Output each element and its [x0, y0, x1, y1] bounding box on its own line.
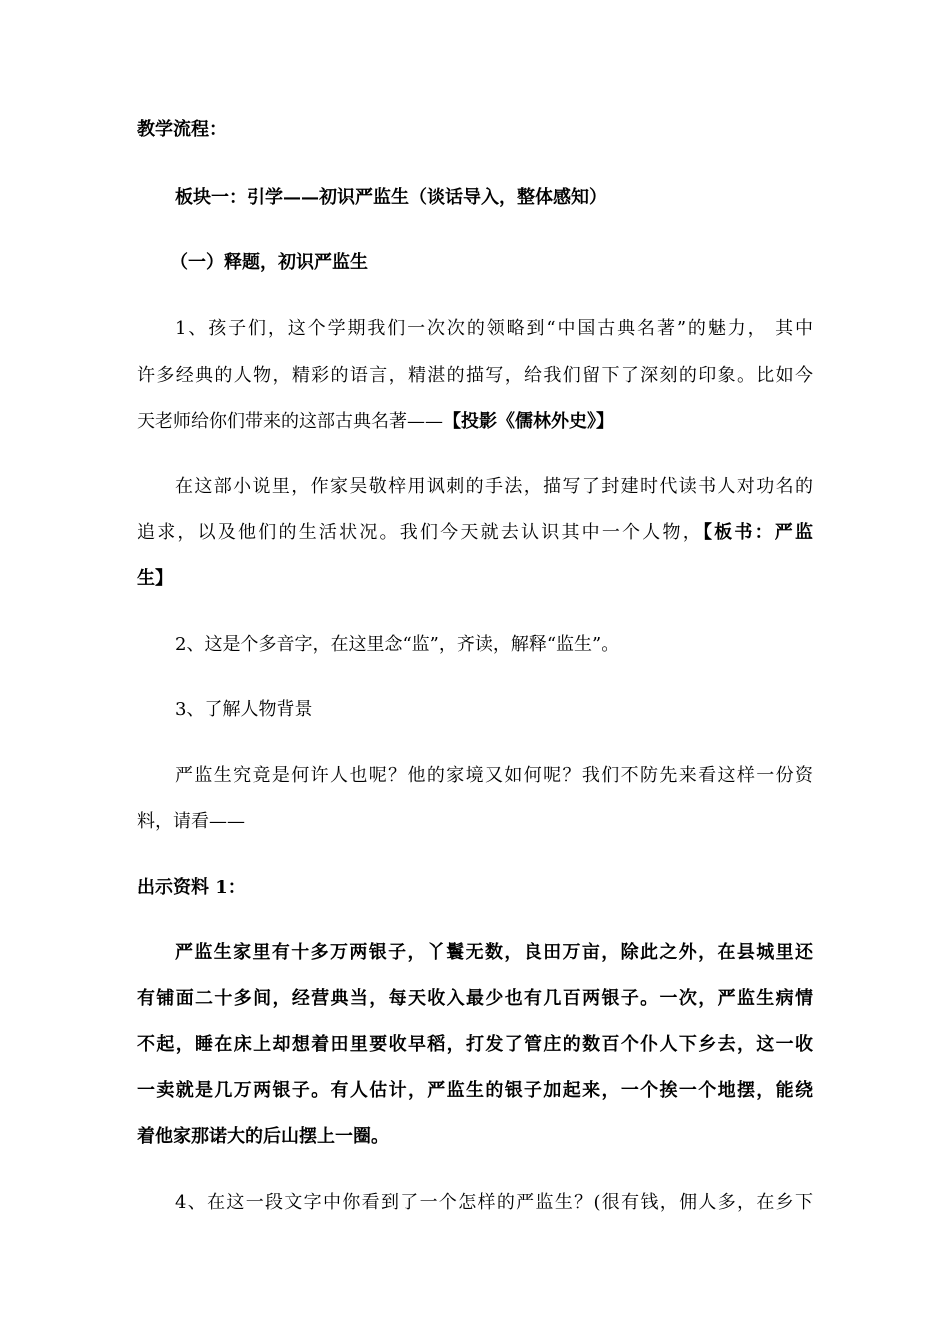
p3: 2、这是个多音字，在这里念“监”，齐读，解释“监生”。 — [175, 634, 620, 655]
p1-line3-text: 天老师给你们带来的这部古典名著—— — [137, 411, 443, 432]
material-line2: 有铺面二十多间，经营典当，每天收入最少也有几百两银子。一次，严监生病情 — [137, 988, 813, 1009]
p2-line1: 在这部小说里，作家吴敬梓用讽刺的手法，描写了封建时代读书人对功名的 — [175, 476, 813, 497]
p2-line2-text: 追求，以及他们的生活状况。我们今天就去认识其中一个人物， — [137, 522, 703, 543]
p5-line1: 严监生究竟是何许人也呢？他的家境又如何呢？我们不防先来看这样一份资 — [175, 765, 813, 786]
p2-line3: 生】 — [137, 568, 173, 589]
p4: 3、了解人物背景 — [175, 699, 313, 720]
p6: 4、在这一段文字中你看到了一个怎样的严监生？(很有钱，佣人多，在乡下 — [175, 1192, 813, 1213]
p1-line2: 许多经典的人物，精彩的语言，精湛的描写，给我们留下了深刻的印象。比如今 — [137, 365, 813, 386]
heading: 教学流程： — [137, 119, 227, 140]
p5-line2: 料，请看—— — [137, 811, 245, 832]
section1-title: （一）释题，初识严监生 — [170, 252, 368, 273]
p2-line2 — [137, 520, 813, 546]
p1-line1: 1、孩子们，这个学期我们一次次的领略到“中国古典名著”的魅力， 其中 — [175, 318, 813, 339]
material-line5: 着他家那诺大的后山摆上一圈。 — [137, 1126, 389, 1147]
p2-line2-bold: 【板书：严监 — [702, 522, 813, 543]
material-line3: 不起，睡在床上却想着田里要收早稻，打发了管庄的数百个仆人下乡去，这一收 — [137, 1034, 813, 1055]
p1-line3-bold: 【投影《儒林外史》】 — [443, 411, 614, 432]
p1-line3 — [137, 409, 614, 435]
material-label: 出示资料 1： — [137, 877, 246, 898]
material-line4: 一卖就是几万两银子。有人估计，严监生的银子加起来，一个挨一个地摆，能绕 — [137, 1080, 813, 1101]
material-line1: 严监生家里有十多万两银子，丫鬟无数，良田万亩，除此之外，在县城里还 — [175, 942, 813, 963]
module1-title: 板块一：引学——初识严监生（谈话导入，整体感知） — [175, 187, 607, 208]
